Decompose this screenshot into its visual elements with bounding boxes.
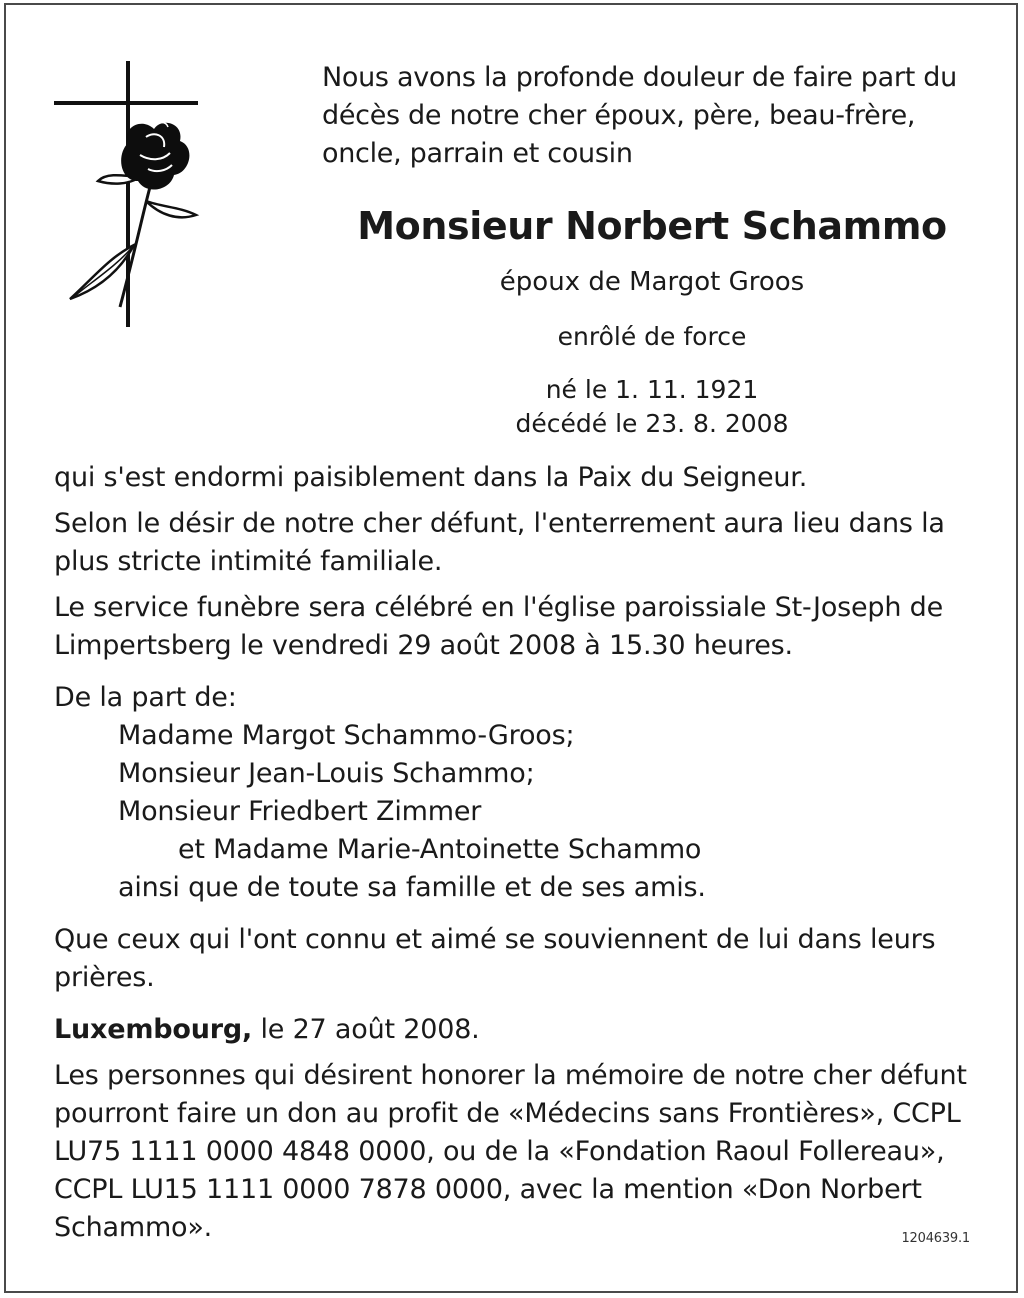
family-member: Madame Margot Schammo-Groos; (118, 720, 575, 751)
family-closing: ainsi que de toute sa famille et de ses amis. (118, 872, 706, 903)
place-name: Luxembourg, (54, 1014, 253, 1045)
birth-date: né le 1. 11. 1921 (545, 375, 759, 404)
intro-text: Nous avons la profonde douleur de faire part du décès de notre cher époux, père, beau-frère, oncle, parrain et cousin (322, 62, 957, 169)
family-member: et Madame Marie-Antoinette Schammo (178, 834, 702, 865)
cross-with-rose-icon (50, 57, 202, 333)
prayer-paragraph: Que ceux qui l'ont connu et aimé se souviennent de lui dans leurs prières. (54, 924, 936, 993)
service-paragraph: Le service funèbre sera célébré en l'église paroissiale St-Joseph de Limpertsberg le vendredi 29 août 2008 à 15.30 heures. (54, 592, 944, 661)
spouse-line: époux de Margot Groos (499, 267, 805, 297)
from-label: De la part de: (54, 682, 237, 713)
deceased-block (322, 201, 982, 441)
enrolment-note: enrôlé de force (557, 322, 747, 351)
notice-date: le 27 août 2008. (260, 1014, 480, 1045)
family-member: Monsieur Friedbert Zimmer (118, 796, 482, 827)
obituary-body (54, 459, 984, 1247)
deceased-name: Monsieur Norbert Schammo (357, 204, 947, 248)
burial-paragraph: Selon le désir de notre cher défunt, l'enterrement aura lieu dans la plus stricte intimité familiale. (54, 508, 945, 577)
donation-paragraph: Les personnes qui désirent honorer la mémoire de notre cher défunt pourront faire un don au profit de «Médecins sans Frontières», CCPL LU75 1111 0000 4848 0000, ou de la «Fondation Raoul Follereau», CCPL LU15 1111 0000 7878 0000, avec la mention «Don Norbert Schammo». (54, 1060, 967, 1243)
family-member: Monsieur Jean-Louis Schammo; (118, 758, 535, 789)
life-dates (322, 373, 982, 441)
reference-number: 1204639.1 (901, 1231, 970, 1246)
obituary-frame (4, 3, 1018, 1293)
family-list (118, 717, 984, 907)
death-date: décédé le 23. 8. 2008 (515, 409, 789, 438)
place-date-line (54, 1011, 984, 1049)
peace-paragraph: qui s'est endormi paisiblement dans la Paix du Seigneur. (54, 462, 808, 493)
